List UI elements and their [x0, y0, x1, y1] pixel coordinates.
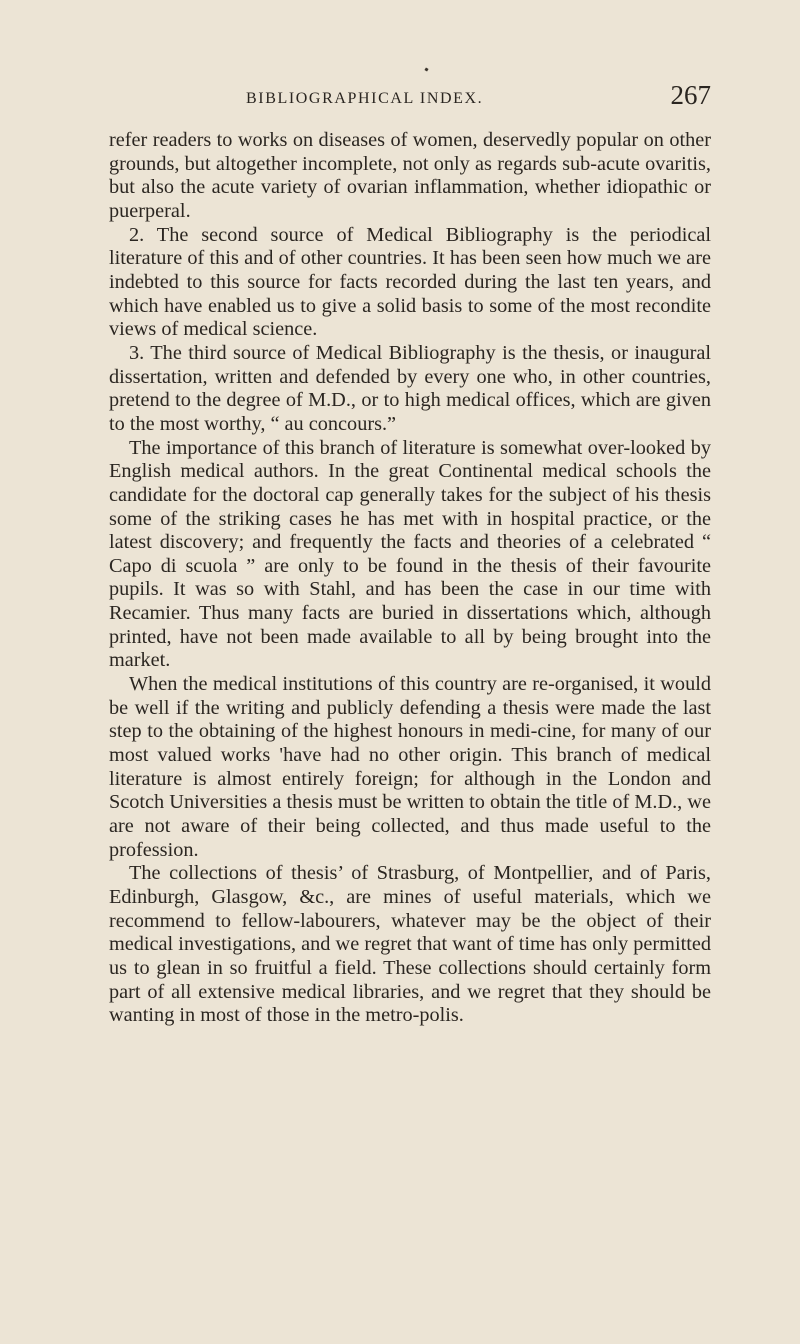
- paragraph-collections: The collections of thesis’ of Strasburg, of Montpellier, and of Paris, Edinburgh, Glasgow, &c., are mines of useful materials, which we recommend to fellow-labourers, whatever may be the object of their medical investigations, and we regret that want of time has only permitted us to glean in so fruitful a field. These collections should certainly form part of all extensive medical libraries, and we regret that they should be wanting in most of those in the metro-polis.: [109, 862, 711, 1027]
- paragraph-continuation: refer readers to works on diseases of women, deservedly popular on other grounds, but altogether incomplete, not only as regards sub-acute ovaritis, but also the acute variety of ovarian inflammation, whether idiopathic or puerperal.: [109, 129, 711, 222]
- paragraph-second-source: 2. The second source of Medical Bibliography is the periodical literature of this and of other countries. It has been seen how much we are indebted to this source for facts recorded during the last ten years, and which have enabled us to give a solid basis to some of the most recondite views of medical science.: [109, 223, 711, 341]
- paragraph-third-source: 3. The third source of Medical Bibliography is the thesis, or inaugural dissertation, written and defended by every one who, in other countries, pretend to the degree of M.D., or to high medical offices, which are given to the most worthy, “ au concours.”: [109, 341, 711, 435]
- page-number: 267: [670, 80, 711, 110]
- page-header: [109, 80, 711, 116]
- running-head: BIBLIOGRAPHICAL INDEX.: [246, 90, 484, 107]
- print-mark: [424, 67, 428, 71]
- paragraph-importance: The importance of this branch of literature is somewhat over-looked by English medical authors. In the great Continental medical schools the candidate for the doctoral cap generally takes for the subject of his thesis some of the striking cases he has met with in hospital practice, or the latest discovery; and frequently the facts and theories of a celebrated “ Capo di scuola ” are only to be found in the thesis of their favourite pupils. It was so with Stahl, and has been the case in our time with Recamier. Thus many facts are buried in dissertations which, although printed, have not been made available to all by being brought into the market.: [109, 436, 711, 672]
- body-text: [109, 129, 711, 1028]
- paragraph-reorganisation: When the medical institutions of this country are re-organised, it would be well if the writing and publicly defending a thesis were made the last step to the obtaining of the highest honours in medi-cine, for many of our most valued works 'have had no other origin. This branch of medical literature is almost entirely foreign; for although in the London and Scotch Universities a thesis must be written to obtain the title of M.D., we are not aware of their being collected, and thus made useful to the profession.: [109, 673, 711, 861]
